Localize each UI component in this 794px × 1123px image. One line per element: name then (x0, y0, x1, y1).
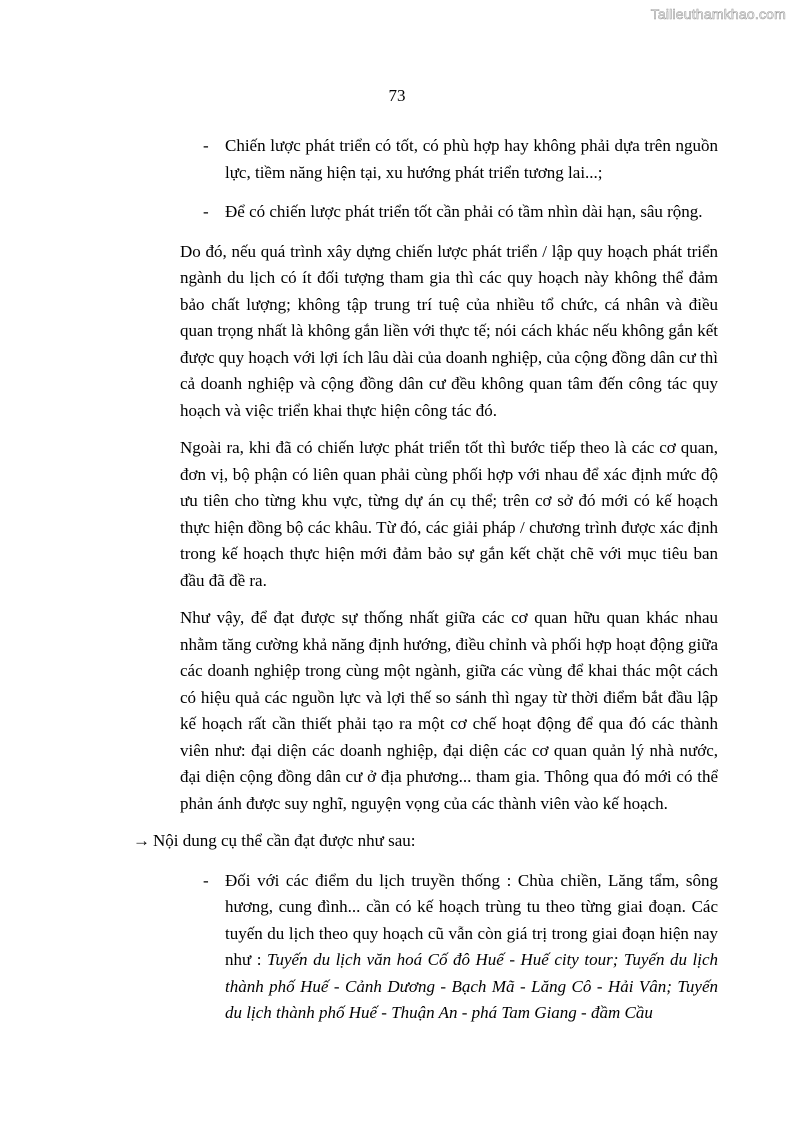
bullet-item (180, 868, 718, 1027)
bullet-dash: - (203, 870, 209, 890)
content-heading (133, 828, 718, 855)
paragraph: Như vậy, để đạt được sự thống nhất giữa các cơ quan hữu quan khác nhau nhằm tăng cường khả năng định hướng, điều chỉnh và phối hợp hoạt động giữa các doanh nghiệp trong cùng một ngành, giữa các vùng để khai thác một cách có hiệu quả các nguồn lực và lợi thế so sánh thì ngay từ thời điểm bắt đầu lập kế hoạch rất cần thiết phải tạo ra một cơ chế hoạt động để qua đó các thành viên như: đại diện các doanh nghiệp, đại diện các cơ quan quản lý nhà nước, đại diện cộng đồng dân cư ở địa phương... tham gia. Thông qua đó mới có thể phản ánh được suy nghĩ, nguyện vọng của các thành viên vào kế hoạch. (180, 608, 718, 813)
bullet-text-italic: Tuyến du lịch văn hoá Cố đô Huế - Huế city tour; Tuyến du lịch thành phố Huế - Cảnh Dương - Bạch Mã - Lăng Cô - Hải Vân; Tuyến du lịch thành phố Huế - Thuận An - phá Tam Giang - đầm Cầu (225, 950, 718, 1022)
bullet-item (180, 133, 718, 186)
bullet-text: Chiến lược phát triển có tốt, có phù hợp hay không phải dựa trên nguồn lực, tiềm năng hiện tại, xu hướng phát triển tương lai...; (225, 136, 718, 182)
page-number: 73 (388, 86, 406, 105)
content-heading-text: Nội dung cụ thể cần đạt được như sau: (153, 831, 416, 850)
paragraph: Ngoài ra, khi đã có chiến lược phát triển tốt thì bước tiếp theo là các cơ quan, đơn vị, bộ phận có liên quan phải cùng phối hợp với nhau để xác định mức độ ưu tiên cho từng khu vực, từng dự án cụ thể; trên cơ sở đó mới có kế hoạch thực hiện đồng bộ các khâu. Từ đó, các giải pháp / chương trình được xác định trong kế hoạch thực hiện mới đảm bảo sự gắn kết chặt chẽ với mục tiêu ban đầu đã đề ra. (180, 438, 718, 590)
bullet-text: Đối với các điểm du lịch truyền thống : Chùa chiền, Lăng tẩm, sông hương, cung đình... cần có kế hoạch trùng tu theo từng giai đoạn. Các tuyến du lịch theo quy hoạch cũ vẫn còn giá trị trong giai đoạn hiện nay như : (225, 870, 718, 969)
document-body (133, 133, 718, 1040)
bullet-dash: - (203, 136, 209, 155)
paragraph: Do đó, nếu quá trình xây dựng chiến lược phát triển / lập quy hoạch phát triển ngành du lịch có ít đối tượng tham gia thì các quy hoạch này không thể đảm bảo chất lượng; không tập trung trí tuệ của nhiều tổ chức, cá nhân và điều quan trọng nhất là không gắn liền với thực tế; nói cách khác nếu không gắn kết được quy hoạch với lợi ích lâu dài của doanh nghiệp, của cộng đồng dân cư thì cả doanh nghiệp và cộng đồng dân cư đều không quan tâm đến công tác quy hoạch và việc triển khai thực hiện công tác đó. (180, 241, 718, 420)
watermark: Tailieuthamkhao.com (650, 6, 786, 22)
bullet-dash: - (203, 202, 209, 221)
bullet-item (180, 199, 718, 226)
arrow-right-icon: → (133, 831, 150, 850)
bullet-text: Để có chiến lược phát triển tốt cần phải có tầm nhìn dài hạn, sâu rộng. (225, 202, 703, 221)
